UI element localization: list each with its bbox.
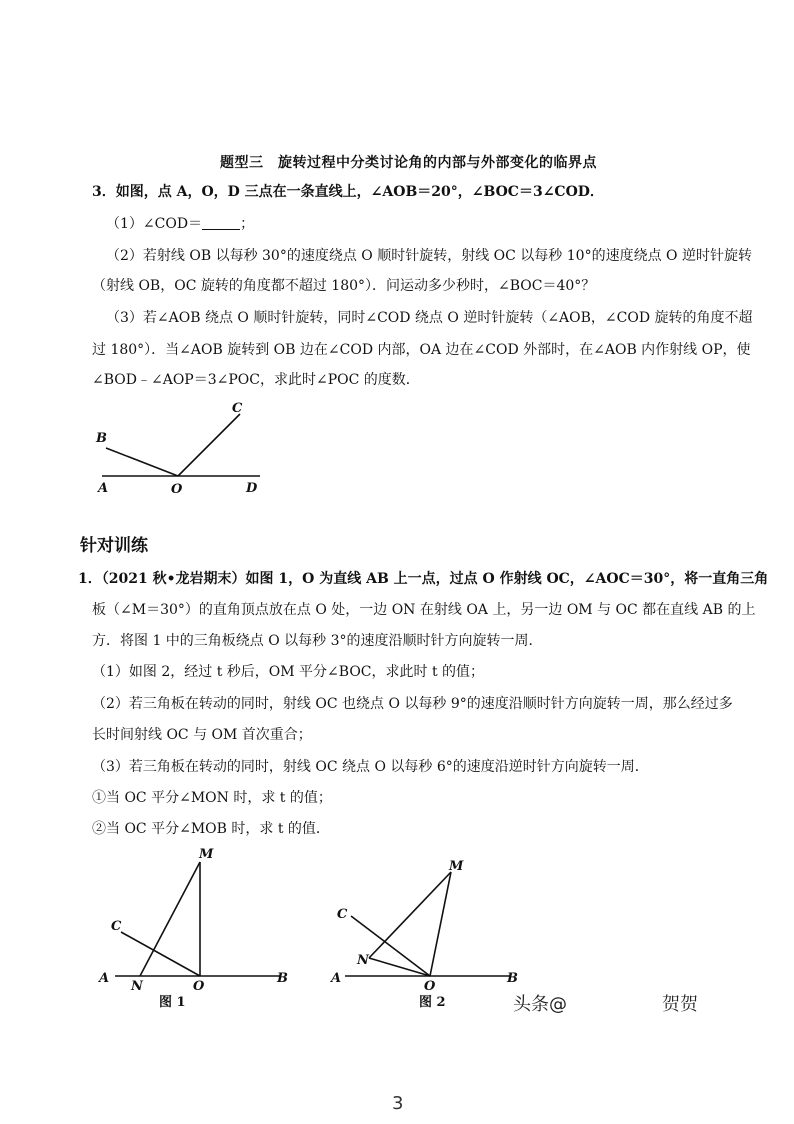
problem3-stem: 3．如图，点 A，O，D 三点在一条直线上，∠AOB＝20°，∠BOC＝3∠COD． (92, 184, 604, 200)
label-B: B (507, 971, 518, 986)
caption-figure-2: 图 2 (419, 995, 446, 1010)
problem1-q1: （1）如图 2，经过 t 秒后，OM 平分∠BOC，求此时 t 的值； (92, 664, 485, 680)
ray-OC (178, 414, 240, 476)
watermark-author: 贺贺 (662, 994, 698, 1015)
problem3-q1 (106, 214, 254, 234)
triangle-leg-ON (369, 958, 430, 976)
ray-OB (106, 448, 178, 476)
practice-heading: 针对训练 (80, 536, 148, 556)
problem3-q1-prefix: （1）∠COD＝ (106, 216, 203, 232)
page-number: 3 (392, 1093, 404, 1114)
problem1-line3: 方．将图 1 中的三角板绕点 O 以每秒 3°的速度沿顺时针方向旋转一周． (92, 633, 543, 649)
label-C: C (337, 907, 348, 922)
figure-2 (325, 842, 525, 1012)
triangle-hypotenuse (369, 872, 451, 958)
problem3-q2-line1: （2）若射线 OB 以每秒 30°的速度绕点 O 顺时针旋转，射线 OC 以每秒 10°的速度绕点 O 逆时针旋转 (106, 248, 752, 264)
figure-1 (95, 842, 295, 1012)
problem1-q3-a: ①当 OC 平分∠MON 时，求 t 的值； (92, 790, 332, 806)
problem1-q2-line2: 长时间射线 OC 与 OM 首次重合； (92, 727, 312, 743)
problem3-q3-line2: 过 180°）．当∠AOB 旋转到 OB 边在∠COD 内部，OA 边在∠COD 外部时，在∠AOB 内作射线 OP，使 (92, 342, 751, 358)
problem1-q3: （3）若三角板在转动的同时，射线 OC 绕点 O 以每秒 6°的速度沿逆时针方向旋转一周． (92, 759, 649, 775)
problem1-q3-b: ②当 OC 平分∠MOB 时，求 t 的值． (92, 821, 330, 837)
label-B: B (96, 431, 107, 446)
answer-blank[interactable] (202, 215, 240, 230)
watermark: 头条@ (513, 994, 567, 1015)
label-C: C (232, 401, 243, 416)
label-N: N (357, 953, 369, 968)
label-N: N (131, 979, 143, 994)
label-O: O (171, 482, 183, 497)
label-O: O (424, 979, 436, 994)
problem1-line1: 1．（2021 秋•龙岩期末）如图 1，O 为直线 AB 上一点，过点 O 作射线 OC，∠AOC＝30°，将一直角三角 (78, 571, 769, 587)
problem3-q3-line1: （3）若∠AOB 绕点 O 顺时针旋转，同时∠COD 绕点 O 逆时针旋转（∠AOB，∠COD 旋转的角度不超 (106, 310, 753, 326)
problem3-q3-line3: ∠BOD﹣∠AOP＝3∠POC，求此时∠POC 的度数． (92, 372, 420, 388)
caption-figure-1: 图 1 (159, 995, 186, 1010)
problem3-q2-line2: （射线 OB，OC 旋转的角度都不超过 180°）．问运动多少秒时，∠BOC＝40°？ (92, 278, 596, 294)
label-M: M (199, 847, 214, 862)
problem1-line2: 板（∠M＝30°）的直角顶点放在点 O 处，一边 ON 在射线 OA 上，另一边 OM 与 OC 都在直线 AB 的上 (92, 602, 756, 618)
label-D: D (246, 481, 258, 496)
label-A: A (99, 971, 110, 986)
triangle-leg-OM (430, 872, 451, 976)
problem3-figure (90, 398, 270, 498)
label-A: A (331, 971, 342, 986)
section-title: 题型三 旋转过程中分类讨论角的内部与外部变化的临界点 (220, 155, 597, 171)
label-A: A (98, 481, 109, 496)
label-C: C (111, 919, 122, 934)
problem3-q1-suffix: ； (240, 216, 255, 232)
label-M: M (449, 859, 464, 874)
label-O: O (193, 979, 205, 994)
problem1-q2-line1: （2）若三角板在转动的同时，射线 OC 也绕点 O 以每秒 9°的速度沿顺时针方向旋转一周，那么经过多 (92, 696, 733, 712)
label-B: B (277, 971, 288, 986)
